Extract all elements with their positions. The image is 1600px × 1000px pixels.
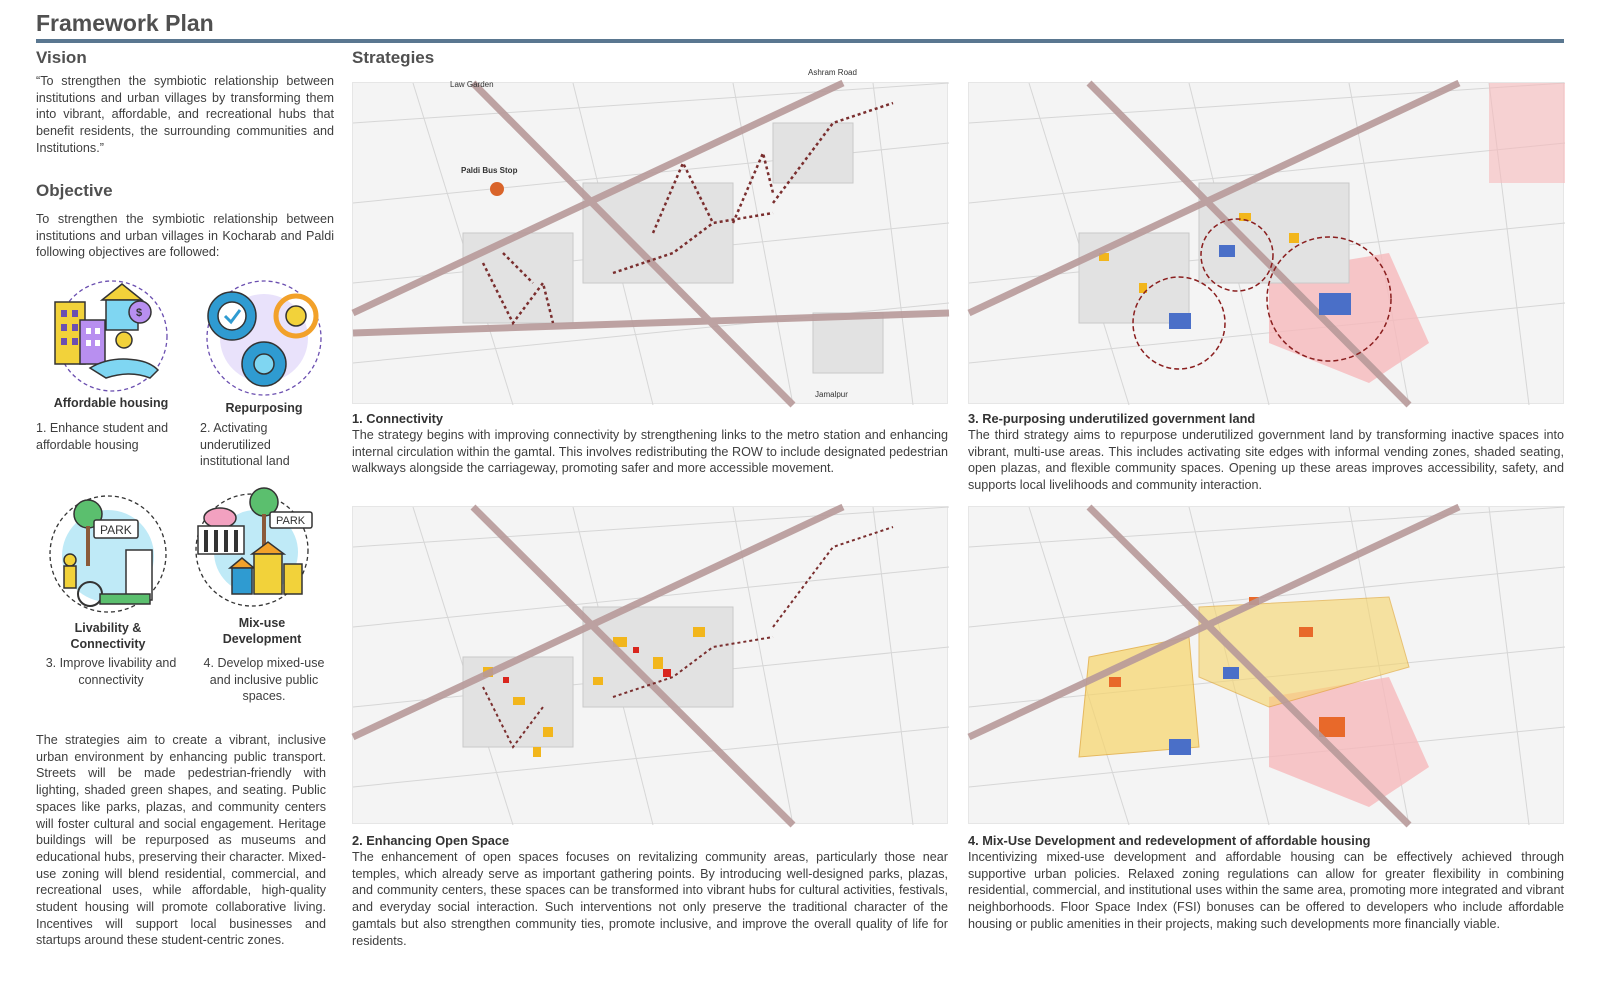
objective-2-desc: 2. Activating underutilized institutional land [200,421,290,468]
svg-text:PARK: PARK [276,515,306,527]
page-title: Framework Plan [36,10,214,36]
objective-4-title: Mix-use Development [222,616,302,646]
strategies-summary: The strategies aim to create a vibrant, inclusive urban environment by enhancing public transport. Streets will be made pedestrian-friendly with lighting, shaded green shapes, and seating. Public spaces like parks, plazas, and community centers will foster cultural and social engagement. Heritage buildings will be repurposed as museums and educational hubs, preserving their character. Mixed-use zoning will blend residential, commercial, and recreational uses, while affordable, high-quality student housing will promote collaborative living. Incentives will support local businesses and startups around these student-centric zones. [36,733,326,948]
objective-4-desc: 4. Develop mixed-use and inclusive public spaces. [203,656,325,703]
strategy-4-text: Incentivizing mixed-use development and affordable housing can be effectively achieved through supportive urban policies. Relaxed zoning regulations can allow for greater flexibility in combining residential, commercial, and institutional uses within the same area, promoting more integrated and vibrant neighborhoods. Floor Space Index (FSI) bonuses can be offered to developers who include affordable housing or public amenities in their projects, making such developments more financially viable. [968,850,1564,931]
strategy-4-title: 4. Mix-Use Development and redevelopment of affordable housing [968,833,1371,848]
affordable-housing-icon [50,278,168,403]
strategy-1-title: 1. Connectivity [352,411,444,426]
svg-text:$: $ [136,307,143,319]
strategy-2-title: 2. Enhancing Open Space [352,833,510,848]
label-law-garden: Law Garden [450,80,494,89]
park-livability-icon [42,494,174,625]
mixed-use-development-icon [190,484,322,617]
objective-2-title: Repurposing [225,401,303,415]
objective-3-desc: 3. Improve livability and connectivity [45,656,177,687]
strategy-3-text: The third strategy aims to repurpose underutilized government land by transforming inactive spaces into vibrant, multi-use areas. This includes activating site edges with informal vending zones, shaded seating, open plazas, and flexible community spaces. Opening up these areas improves accessibility, safety, and supports local livelihoods and community interaction. [968,428,1564,493]
label-jamalpur: Jamalpur [815,390,848,399]
bus-stop-icon [490,182,504,196]
vision-heading: Vision [36,48,87,67]
strategy-2-text: The enhancement of open spaces focuses on revitalizing community areas, particularly those near temples, which already serve as important gathering points. By introducing well-designed parks, plazas, and community centers, these spaces can be transformed into vibrant hubs for cultural activities, festivals, and everyday social interaction. Such interventions not only preserve the traditional character of the gamtals but also strengthen community ties, promote inclusive, and improve the overall quality of life for residents. [352,850,948,948]
vision-text: “To strengthen the symbiotic relationship between institutions and urban villages by transforming them into vibrant, affordable, and recreational hubs that benefit residents, the surrounding communities and Institutions.” [36,74,334,155]
objective-heading: Objective [36,181,113,200]
repurposing-gears-icon [200,276,328,407]
strategy-3-title: 3. Re-purposing underutilized government land [968,411,1256,426]
title-divider [36,39,1564,43]
svg-text:PARK: PARK [100,523,132,537]
objective-1-title: Affordable housing [53,396,169,410]
label-paldi-bus-stop: Paldi Bus Stop [461,166,518,175]
map-mix-use [968,506,1564,824]
objective-3-title: Livability & Connectivity [70,621,146,651]
label-ashram-road: Ashram Road [808,68,857,77]
objective-text: To strengthen the symbiotic relationship between institutions and urban villages in Kocharab and Paldi following objectives are followed: [36,212,334,260]
strategy-1-text: The strategy begins with improving connectivity by strengthening links to the metro station and enhancing internal circulation within the gamtal. This involves redistributing the ROW to include designated pedestrian walkways alongside the carriageway, promoting safer and more accessible movement. [352,428,948,476]
objective-1-desc: 1. Enhance student and affordable housing [36,421,169,452]
map-repurposing [968,82,1564,404]
map-open-space [352,506,948,824]
strategies-heading: Strategies [352,48,435,67]
map-connectivity [352,68,948,404]
